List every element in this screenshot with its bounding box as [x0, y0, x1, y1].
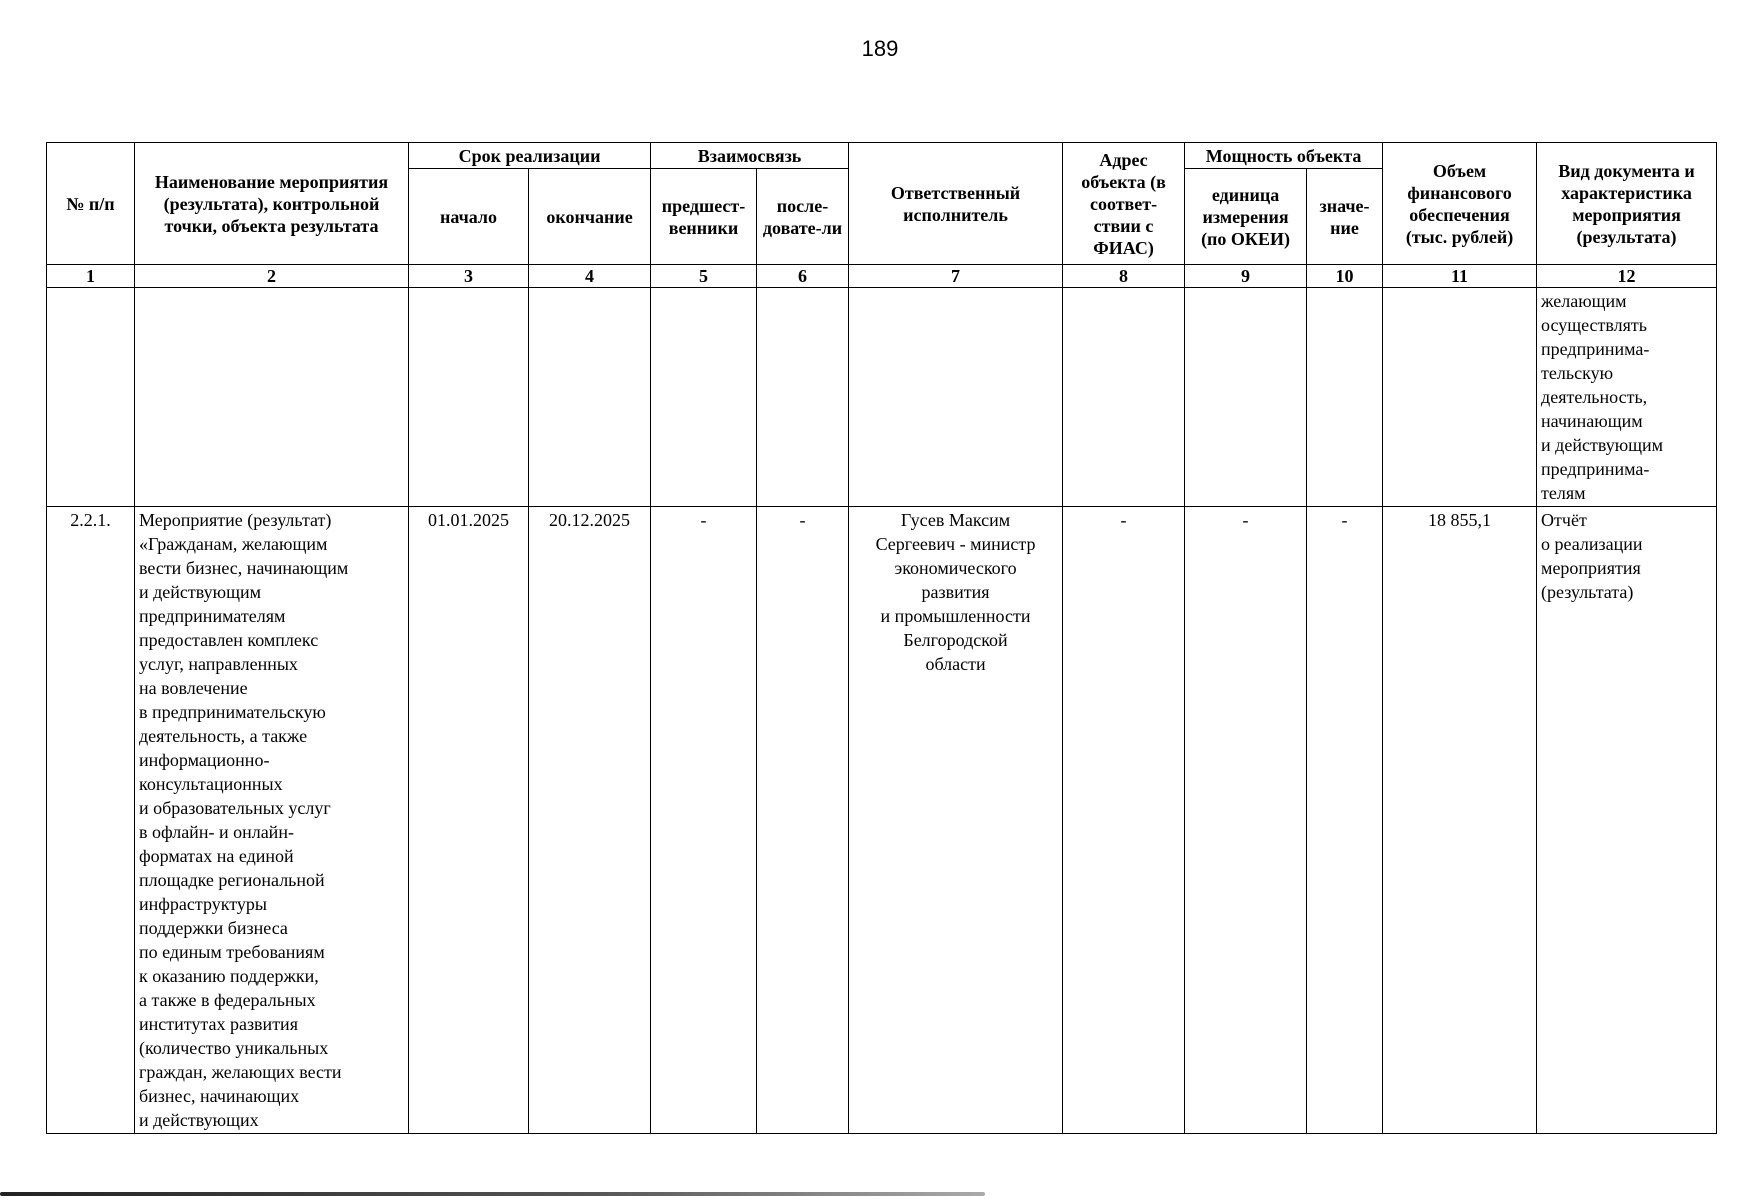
header-predecessors: предшест-венники — [651, 169, 757, 265]
column-number: 5 — [651, 265, 757, 288]
column-number: 3 — [409, 265, 529, 288]
row-end: 20.12.2025 — [529, 507, 651, 1134]
row-value — [1307, 288, 1383, 507]
column-number: 4 — [529, 265, 651, 288]
table-row — [47, 507, 1717, 1134]
row-start: 01.01.2025 — [409, 507, 529, 1134]
header-responsible: Ответственный исполнитель — [849, 143, 1063, 265]
row-predecessors: - — [651, 507, 757, 1134]
header-capacity-group: Мощность объекта — [1185, 143, 1383, 169]
header-num: № п/п — [47, 143, 135, 265]
header-name: Наименование мероприятия (результата), контрольной точки, объекта результата — [135, 143, 409, 265]
row-address — [1063, 288, 1185, 507]
row-finance — [1383, 288, 1537, 507]
header-end: окончание — [529, 169, 651, 265]
row-successors — [757, 288, 849, 507]
column-number: 11 — [1383, 265, 1537, 288]
header-term-group: Срок реализации — [409, 143, 651, 169]
header-unit: единица измерения (по ОКЕИ) — [1185, 169, 1307, 265]
scan-edge-mark — [0, 1192, 985, 1196]
row-responsible: Гусев Максим Сергеевич - министр экономического развития и промышленности Белгородской области — [849, 507, 1063, 1134]
page-number: 189 — [861, 36, 899, 61]
row-unit: - — [1185, 507, 1307, 1134]
row-address: - — [1063, 507, 1185, 1134]
column-number: 6 — [757, 265, 849, 288]
row-unit — [1185, 288, 1307, 507]
column-number: 2 — [135, 265, 409, 288]
row-num — [47, 288, 135, 507]
header-value: значе-ние — [1307, 169, 1383, 265]
header-link-group: Взаимосвязь — [651, 143, 849, 169]
row-responsible — [849, 288, 1063, 507]
header-finance: Объем финансового обеспечения (тыс. рублей) — [1383, 143, 1537, 265]
column-number: 7 — [849, 265, 1063, 288]
row-document: желающим осуществлять предпринима- тельскую деятельность, начинающим и действующим предпринима- телям — [1537, 288, 1717, 507]
activities-table — [46, 142, 1717, 1134]
row-num: 2.2.1. — [47, 507, 135, 1134]
header-address: Адрес объекта (в соответ-ствии с ФИАС) — [1063, 143, 1185, 265]
row-predecessors — [651, 288, 757, 507]
table-row — [47, 288, 1717, 507]
row-document: Отчёт о реализации мероприятия (результата) — [1537, 507, 1717, 1134]
header-successors: после-довате-ли — [757, 169, 849, 265]
row-finance: 18 855,1 — [1383, 507, 1537, 1134]
column-number: 10 — [1307, 265, 1383, 288]
column-number: 1 — [47, 265, 135, 288]
row-start — [409, 288, 529, 507]
row-successors: - — [757, 507, 849, 1134]
header-start: начало — [409, 169, 529, 265]
row-name — [135, 288, 409, 507]
column-number: 8 — [1063, 265, 1185, 288]
row-value: - — [1307, 507, 1383, 1134]
column-number: 9 — [1185, 265, 1307, 288]
column-number: 12 — [1537, 265, 1717, 288]
header-document: Вид документа и характеристика мероприятия (результата) — [1537, 143, 1717, 265]
row-end — [529, 288, 651, 507]
row-name: Мероприятие (результат) «Гражданам, желающим вести бизнес, начинающим и действующим предпринимателям предоставлен комплекс услуг, направленных на вовлечение в предпринимательскую деятельность, а также информационно- консультационных и образовательных услуг в офлайн- и онлайн- форматах на единой площадке региональной инфраструктуры поддержки бизнеса по единым требованиям к оказанию поддержки, а также в федеральных институтах развития (количество уникальных граждан, желающих вести бизнес, начинающих и действующих — [135, 507, 409, 1134]
